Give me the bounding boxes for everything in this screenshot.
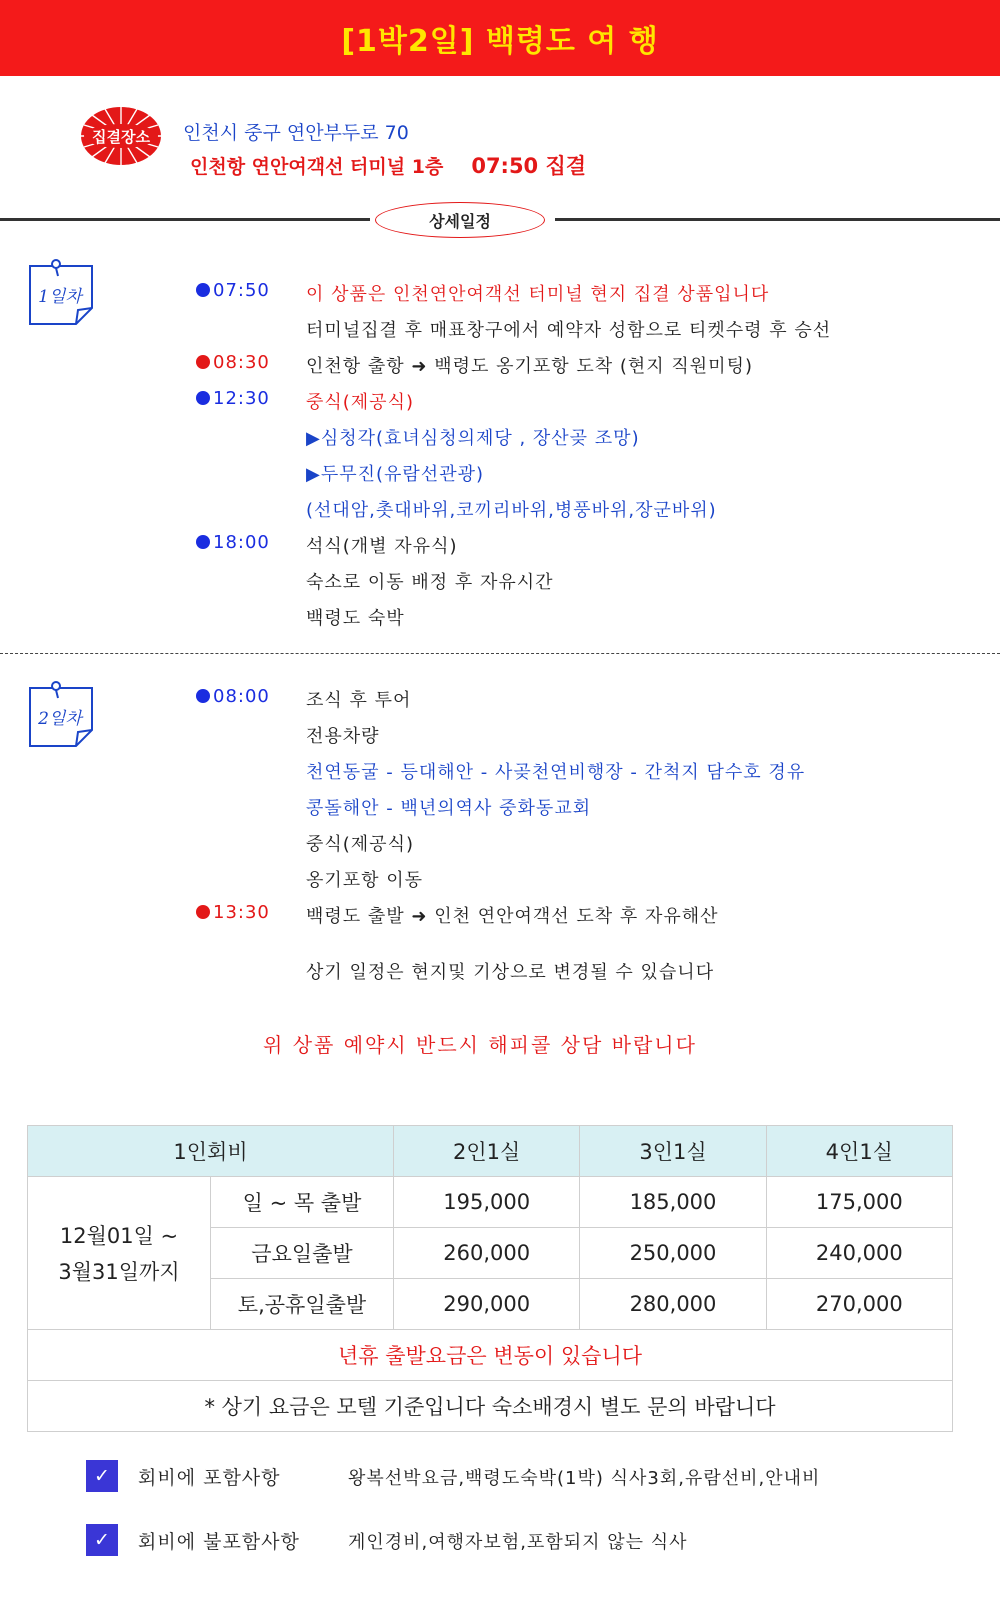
meeting-place-stamp-icon [80, 105, 162, 167]
price-table [27, 1125, 953, 1432]
table-header-row [28, 1126, 953, 1177]
price-cell: 260,000 [394, 1228, 580, 1279]
included-value: 왕복선박요금,백령도숙박(1박) 식사3회,유람선비,안내비 [348, 1468, 821, 1489]
day2-item: 천연동굴 - 등대해안 - 사곶천연비행장 - 간척지 담수호 경유 [306, 762, 806, 783]
day2-item: 중식(제공식) [306, 834, 414, 855]
time-dot-icon [196, 905, 210, 919]
day2-time-1330: 13:30 [196, 902, 270, 923]
arrow-right-icon: ➜ [411, 356, 428, 377]
table-note-row [28, 1330, 953, 1381]
price-cell: 240,000 [766, 1228, 952, 1279]
time-dot-icon [196, 689, 210, 703]
table-row [28, 1177, 953, 1228]
page-header [0, 0, 1000, 76]
price-cell: 175,000 [766, 1177, 952, 1228]
day1-item: 이 상품은 인천연안여객선 터미널 현지 집결 상품입니다 [306, 284, 770, 305]
time-dot-icon [196, 355, 210, 369]
check-icon: ✓ [86, 1460, 118, 1492]
table-header: 3인1실 [580, 1126, 766, 1177]
day1-item: 백령도 숙박 [306, 608, 405, 629]
period-cell: 12월01일 ~ 3월31일까지 [28, 1177, 211, 1330]
time-dot-icon [196, 283, 210, 297]
divider-right [555, 218, 1000, 221]
day1-item: 중식(제공식) [306, 392, 414, 413]
day-separator [0, 653, 1000, 654]
price-cell: 250,000 [580, 1228, 766, 1279]
price-cell: 195,000 [394, 1177, 580, 1228]
day1-item: ▶두무진(유람선관광) [306, 464, 484, 485]
section-title-badge: 상세일정 [375, 202, 545, 238]
page-title: [1박2일] 백령도 여 행 [341, 24, 659, 59]
time-dot-icon [196, 535, 210, 549]
meeting-place [190, 150, 586, 180]
time-dot-icon [196, 391, 210, 405]
day1-time-0830: 08:30 [196, 352, 270, 373]
check-icon: ✓ [86, 1524, 118, 1556]
departure-type: 일 ~ 목 출발 [211, 1177, 394, 1228]
day1-item: 석식(개별 자유식) [306, 536, 458, 557]
arrow-right-icon: ➜ [411, 906, 428, 927]
meeting-place-name: 인천항 연안여객선 터미널 1층 [190, 156, 444, 178]
svg-text:2일차: 2일차 [38, 709, 82, 729]
day1-item: 숙소로 이동 배정 후 자유시간 [306, 572, 554, 593]
lodging-note: * 상기 요금은 모텔 기준입니다 숙소배경시 별도 문의 바랍니다 [28, 1381, 953, 1432]
price-cell: 270,000 [766, 1279, 952, 1330]
meeting-address: 인천시 중구 연안부두로 70 [183, 122, 409, 144]
day2-item: 콩돌해안 - 백년의역사 중화동교회 [306, 798, 592, 819]
day1-time-1230: 12:30 [196, 388, 270, 409]
day1-item: ▶심청각(효녀심청의제당 , 장산곶 조망) [306, 428, 640, 449]
excluded-label: 회비에 불포함사항 [138, 1531, 300, 1553]
day1-item: 터미널집결 후 매표창구에서 예약자 성함으로 티켓수령 후 승선 [306, 320, 832, 341]
table-header: 1인회비 [28, 1126, 394, 1177]
departure-type: 금요일출발 [211, 1228, 394, 1279]
happy-call-notice: 위 상품 예약시 반드시 해피콜 상담 바랍니다 [263, 1033, 697, 1057]
holiday-fare-note: 년휴 출발요금은 변동이 있습니다 [28, 1330, 953, 1381]
day1-time-1800: 18:00 [196, 532, 270, 553]
day2-item: 백령도 출발 ➜ 인천 연안여객선 도착 후 자유해산 [306, 906, 719, 927]
day2-item: 조식 후 투어 [306, 690, 412, 711]
day1-note-icon [26, 258, 98, 330]
meeting-time: 07:50 집결 [471, 154, 587, 178]
day1-time-0750: 07:50 [196, 280, 270, 301]
departure-type: 토,공휴일출발 [211, 1279, 394, 1330]
price-cell: 185,000 [580, 1177, 766, 1228]
table-note-row [28, 1381, 953, 1432]
day2-item: 전용차량 [306, 726, 380, 747]
day1-item: (선대암,촛대바위,코끼리바위,병풍바위,장군바위) [306, 500, 717, 521]
day2-time-0800: 08:00 [196, 686, 270, 707]
day1-item: 인천항 출항 ➜ 백령도 옹기포항 도착 (현지 직원미팅) [306, 356, 753, 377]
excluded-value: 게인경비,여행자보험,포함되지 않는 식사 [348, 1532, 688, 1553]
price-cell: 280,000 [580, 1279, 766, 1330]
schedule-change-note: 상기 일정은 현지및 기상으로 변경될 수 있습니다 [306, 962, 715, 983]
day2-note-icon [26, 680, 98, 752]
svg-text:집결장소: 집결장소 [92, 128, 150, 146]
divider-left [0, 218, 370, 221]
price-cell: 290,000 [394, 1279, 580, 1330]
table-header: 2인1실 [394, 1126, 580, 1177]
included-label: 회비에 포함사항 [138, 1467, 281, 1489]
day2-item: 옹기포항 이동 [306, 870, 424, 891]
table-header: 4인1실 [766, 1126, 952, 1177]
svg-text:1일차: 1일차 [38, 287, 82, 307]
